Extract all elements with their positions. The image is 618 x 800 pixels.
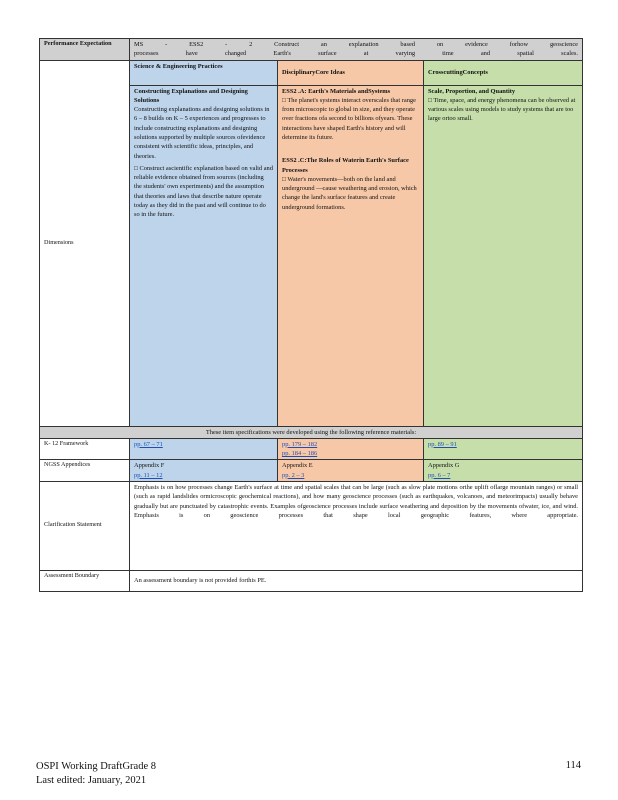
ngss-dci-appendix: Appendix E [282, 462, 313, 470]
item-specification-table [39, 38, 583, 592]
clarification-label: Clarification Statement [40, 481, 130, 570]
ngss-label: NGSS Appendices [40, 460, 130, 482]
checkbox-bullet-icon: □ [282, 96, 286, 104]
sep-body: Constructing explanations and designing solutions in 6 – 8 builds on K – 5 experiences and progresses to include constructing explanations and designing solutions supported by multiple sources ofevidence consistent with scientific ideas, principles, and theories. [134, 106, 270, 160]
clarification-text: Emphasis is on how processes change Earth's surface at time and spatial scales that can be large (such as slow plate motions orthe uplift oflarge mountain ranges) or small (such as rapid landslides ormicroscopic geochemical reactions), and how many geoscience processes (such as earthquakes, volcanoes, and meteorimpacts) usually behave gradually but are punctuated by catastrophic events. Examples ofgeoscience processes include surface weathering and deposition by the movements ofwater, ice, and wind. Emphasis is on geoscience processes that shape local geographic features, where appropriate. [130, 481, 583, 570]
sep-content [130, 85, 278, 426]
pe-text [130, 39, 583, 61]
ngss-sep-cell [130, 460, 278, 482]
sep-bullet-item [134, 164, 273, 220]
assessment-text: An assessment boundary is not provided forthis PE. [130, 570, 583, 591]
ccc-content [424, 85, 583, 426]
dci-title-ess2a: ESS2 .A: Earth's Materials andSystems [282, 87, 391, 95]
footer [36, 760, 156, 788]
checkbox-bullet-icon: □ [134, 164, 138, 172]
references-note: These item specifications were developed using the following reference materials: [40, 426, 583, 438]
ccc-bullet-text: Time, space, and energy phenomena can be observed at various scales using models to study systems that are too large ortoo small. [428, 96, 576, 123]
k12-ccc-cell [424, 438, 583, 460]
checkbox-bullet-icon: □ [428, 96, 432, 104]
page-number: 114 [565, 760, 581, 771]
ngss-ccc-appendix: Appendix G [428, 462, 460, 470]
ccc-header: CrosscuttingConcepts [424, 60, 583, 85]
dci-bullet-item-1 [282, 96, 419, 142]
pe-text-line1: MS - ESS2 - 2 Construct an explanation based on evidence forhow geoscience [134, 41, 578, 48]
k12-sep-cell [130, 438, 278, 460]
ngss-dci-cell [278, 460, 424, 482]
footer-draft-line: OSPI Working DraftGrade 8 [36, 761, 156, 772]
dimensions-label: Dimensions [40, 60, 130, 426]
dci-bullet-text-1: The planet's systems interact overscales that range from microscopic to global in size, and they operate over fractions ofa second to billions ofyears. These interactions have shaped Earth's history and will determine its future. [282, 96, 416, 141]
ngss-ccc-cell [424, 460, 583, 482]
dci-title-ess2c: ESS2 .C:The Roles of Waterin Earth's Surface Processes [282, 157, 409, 174]
sep-bullet-text: Construct ascientific explanation based on valid and reliable evidence obtained from sources (including the students' own experiments) and the assumption that theories and laws that describe nature operate today as they did in the past and will continue to do so in the future. [134, 164, 273, 219]
pe-label: Performance Expectation [40, 39, 130, 61]
references-note-row [40, 426, 583, 438]
k12-dci-pages-link-2[interactable]: pp. 184 – 186 [282, 450, 318, 458]
dimension-headers-row [40, 60, 583, 85]
ngss-appendices-row [40, 460, 583, 482]
assessment-label: Assessment Boundary [40, 570, 130, 591]
dci-bullet-text-2: Water's movements—both on the land and underground —cause weathering and erosion, which change the land's surface features and create underground formations. [282, 175, 417, 211]
pe-text-line2: processes have changed Earth's surface at varying time and spatial scales. [134, 50, 578, 58]
dci-header: DisciplinaryCore Ideas [278, 60, 424, 85]
k12-ccc-pages-link[interactable]: pp. 89 – 91 [428, 440, 457, 448]
ngss-sep-appendix: Appendix F [134, 462, 165, 470]
ngss-ccc-pages-link[interactable]: pp. 6 – 7 [428, 471, 451, 479]
k12-label: K- 12 Framework [40, 438, 130, 460]
sep-title: Constructing Explanations and Designing Solutions [134, 87, 248, 104]
ccc-title: Scale, Proportion, and Quantity [428, 87, 516, 95]
assessment-boundary-row [40, 570, 583, 591]
dci-bullet-item-2 [282, 175, 419, 212]
ngss-dci-pages-link[interactable]: pp. 2 – 3 [282, 471, 305, 479]
k12-dci-cell [278, 438, 424, 460]
k12-dci-pages-link-1[interactable]: pp. 179 – 182 [282, 440, 318, 448]
checkbox-bullet-icon: □ [282, 175, 286, 183]
k12-framework-row [40, 438, 583, 460]
sep-header: Science & Engineering Practices [130, 60, 278, 85]
ngss-sep-pages-link[interactable]: pp. 11 – 12 [134, 471, 163, 479]
performance-expectation-row [40, 39, 583, 61]
k12-sep-pages-link[interactable]: pp. 67 – 71 [134, 440, 163, 448]
dci-content [278, 85, 424, 426]
footer-edited-line: Last edited: January, 2021 [36, 775, 147, 787]
ccc-bullet-item [428, 96, 578, 124]
clarification-statement-row [40, 481, 583, 570]
